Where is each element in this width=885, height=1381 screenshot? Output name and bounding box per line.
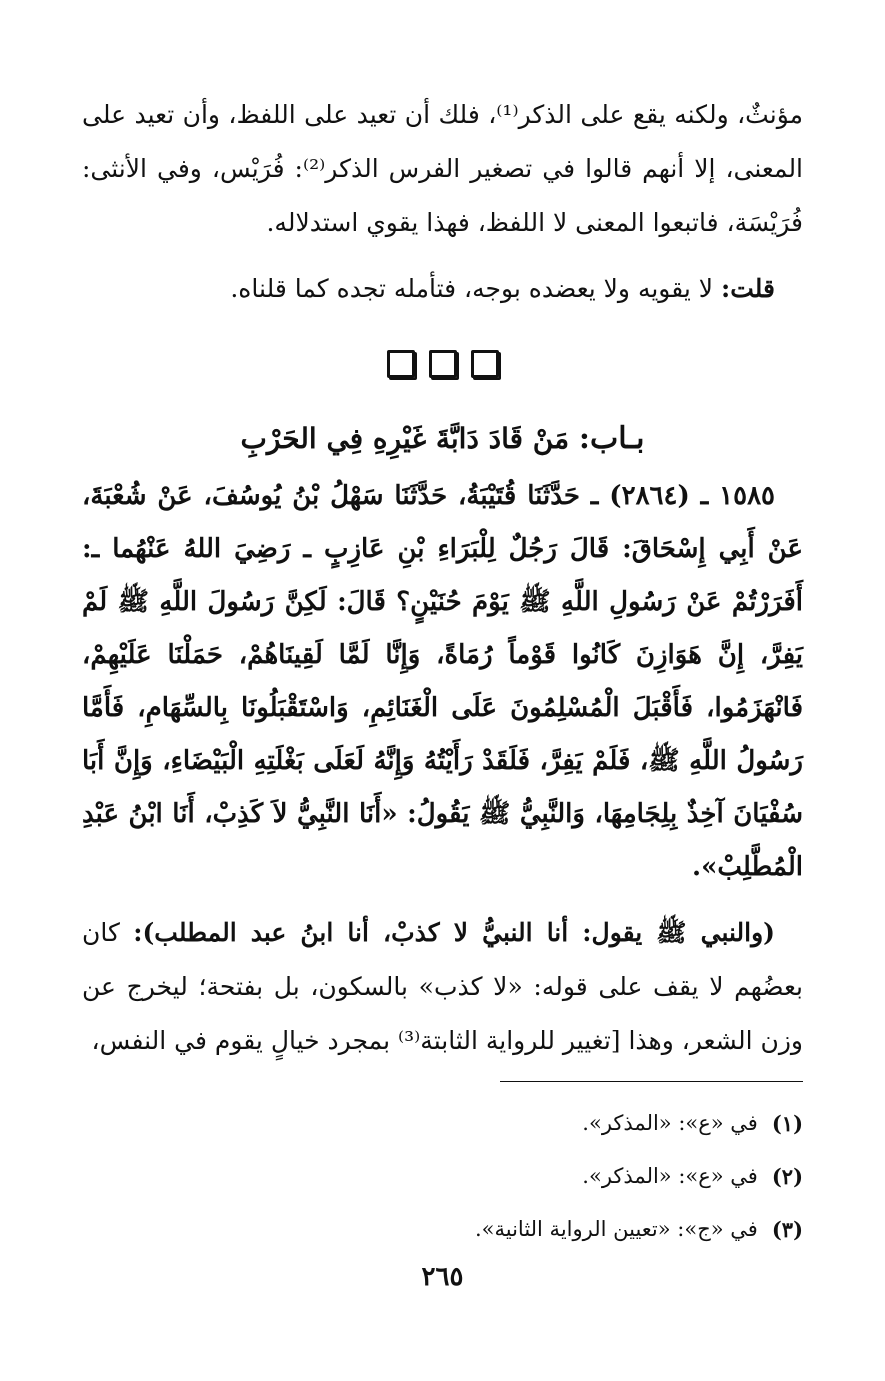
square-ornament-icon (429, 350, 457, 378)
page-number: ٢٦٥ (421, 1262, 464, 1292)
hadith-text: ١٥٨٥ ـ (٢٨٦٤) ـ حَدَّثَنَا قُتَيْبَةُ، حَدَّثَنَا سَهْلُ بْنُ يُوسُفَ، عَنْ شُعْبَةَ، عَنْ أَبِي إِسْحَاقَ: قَالَ رَجُلٌ لِلْبَرَاءِ بْنِ عَازِبٍ ـ رَضِيَ اللهُ عَنْهُما ـ: أَفَرَرْتُمْ عَنْ رَسُولِ اللَّهِ ﷺ يَوْمَ حُنَيْنٍ؟ قَالَ: لَكِنَّ رَسُولَ اللَّهِ ﷺ لَمْ يَفِرَّ، إِنَّ هَوَازِنَ كَانُوا قَوْماً رُمَاةً، وَإِنَّا لَمَّا لَقِينَاهُمْ، حَمَلْنَا عَلَيْهِمْ، فَانْهَزَمُوا، فَأَقْبَلَ الْمُسْلِمُونَ عَلَى الْغَنَائِمِ، وَاسْتَقْبَلُونَا بِالسِّهَامِ، فَأَمَّا رَسُولُ اللَّهِ ﷺ، فَلَمْ يَفِرَّ، فَلَقَدْ رَأَيْتُهُ وَإِنَّهُ لَعَلَى بَغْلَتِهِ الْبَيْضَاءِ، وَإِنَّ أَبَا سُفْيَانَ آخِذٌ بِلِجَامِهَا، وَالنَّبِيُّ ﷺ يَقُولُ: «أَنَا النَّبِيُّ لاَ كَذِبْ، أَنَا ابْنُ عَبْدِ الْمُطَّلِبْ». (82, 481, 803, 882)
commentary-quote: (والنبي ﷺ يقول: أنا النبيُّ لا كذبْ، أنا ابنُ عبد المطلب): (133, 918, 775, 947)
footnote-number: (٣) (771, 1217, 803, 1242)
footnote-item (82, 1203, 803, 1256)
section-divider-ornament (82, 350, 803, 390)
intro-paragraph: مؤنثٌ، ولكنه يقع على الذكر⁽¹⁾، فلك أن تعيد على اللفظ، وأن تعيد على المعنى، إلا أنهم قالوا في تصغير الفرس الذكر⁽²⁾: فُرَيْس، وفي الأنثى: فُرَيْسَة، فاتبعوا المعنى لا اللفظ، فهذا يقوي استدلاله. (82, 100, 804, 237)
footnote-text: في «ج»: «تعيين الرواية الثانية». (474, 1217, 758, 1241)
commentary-paragraph (82, 906, 803, 1068)
footnote-text: في «ع»: «المذكر». (582, 1111, 758, 1135)
qult-paragraph (82, 262, 803, 316)
footnotes (82, 1097, 803, 1256)
footnote-item (82, 1097, 803, 1150)
chapter-title: مَنْ قَادَ دَابَّةَ غَيْرِهِ فِي الحَرْبِ (240, 422, 570, 455)
square-ornament-icon (471, 350, 499, 378)
qult-label: قلت: (720, 274, 775, 303)
footnote-separator (500, 1081, 803, 1082)
commentary-text: كان بعضُهم لا يقف على قوله: «لا كذب» بالسكون، بل بفتحة؛ ليخرج عن وزن الشعر، وهذا [تغيير للرواية الثابتة⁽³⁾ بمجرد خيالٍ يقوم في النفس، (82, 918, 803, 1055)
footnote-text: في «ع»: «المذكر». (582, 1164, 758, 1188)
footnote-number: (٢) (771, 1164, 803, 1189)
qult-text: لا يقويه ولا يعضده بوجه، فتأمله تجده كما قلناه. (230, 274, 714, 303)
square-ornament-icon (387, 350, 415, 378)
footnote-item (82, 1150, 803, 1203)
footnote-number: (١) (771, 1111, 803, 1136)
page-body (82, 88, 803, 1068)
chapter-label: بـاب: (578, 421, 645, 456)
chapter-heading (82, 408, 803, 470)
